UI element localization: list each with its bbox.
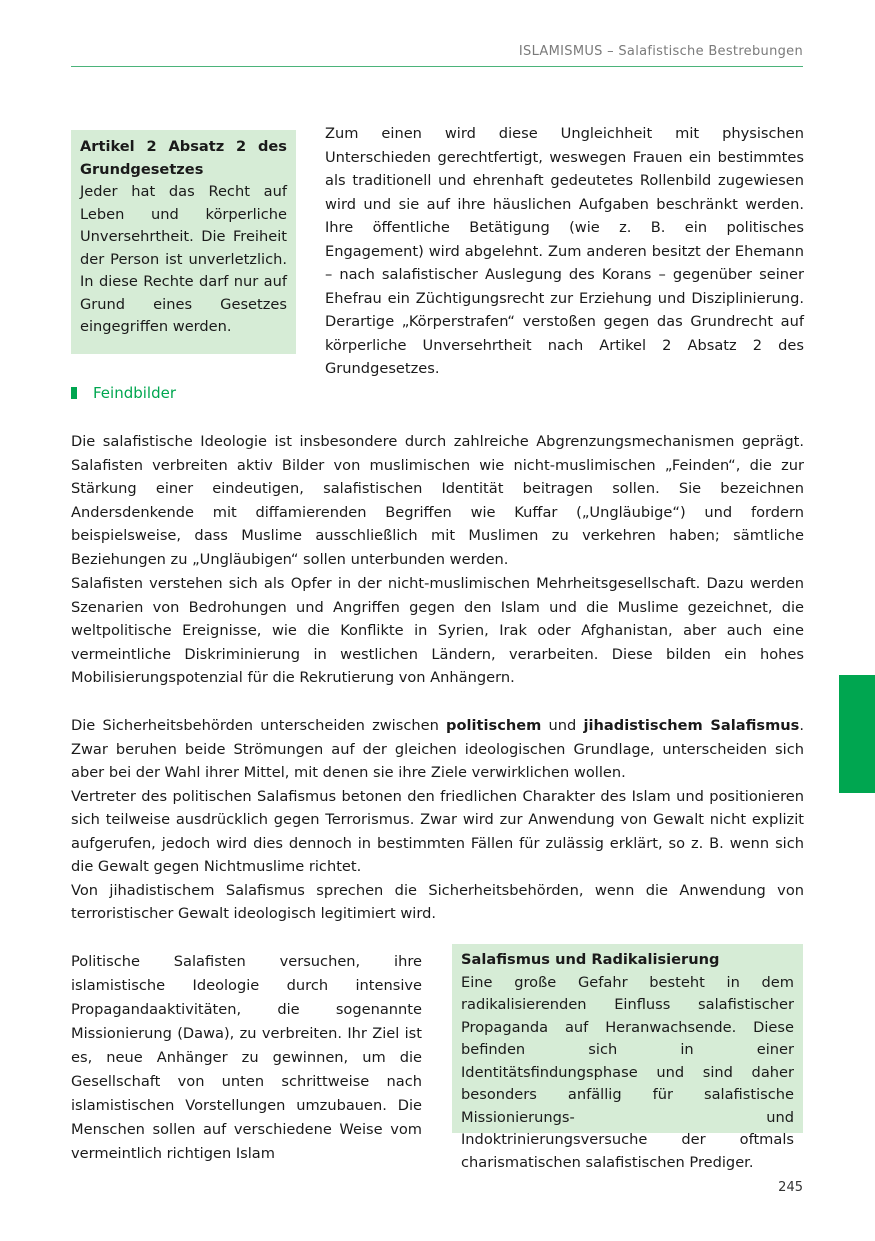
- section-bullet-marker: [71, 387, 77, 399]
- term-jihadist-salafism: jihadistischem Salafismus: [583, 717, 800, 734]
- paragraph-3-mid: und: [541, 717, 584, 734]
- intro-paragraph: Zum einen wird diese Ungleichheit mit physischen Unterschieden gerechtfertigt, weswegen Frauen ein bestimmtes als traditionell und ehrenhaft gedeutetes Rollenbild zugewiesen wird und sie auf ihre häuslichen Aufgaben beschränkt werden. Ihre öffentliche Betätigung (wie z. B. ein politisches Engagement) wird abgelehnt. Zum anderen besitzt der Ehemann – nach salafistischer Auslegung des Korans – gegenüber seiner Ehefrau ein Züchtigungsrecht zur Erziehung und Disziplinierung. Derartige „Körperstrafen“ verstoßen gegen das Grundrecht auf körperliche Unversehrtheit nach Artikel 2 Absatz 2 des Grundgesetzes.: [325, 125, 804, 377]
- header-separator: –: [602, 44, 619, 59]
- paragraph-1: Die salafistische Ideologie ist insbesondere durch zahlreiche Abgrenzungsmechanismen geprägt. Salafisten verbreiten aktiv Bilder von muslimischen wie nicht-muslimischen „Feinden“, die zur Stärkung einer eindeutigen, salafistischen Identität beitragen sollen. Sie bezeichnen Andersdenkende mit diffamierenden Begriffen wie Kuffar („Ungläubige“) und fordern beispielsweise, dass Muslime ausschließlich mit Muslimen zu verkehren haben; sämtliche Beziehungen zu „Ungläubigen“ sollen unterbunden werden.: [71, 433, 804, 568]
- info-box-body: Jeder hat das Recht auf Leben und körperliche Unversehrtheit. Die Freiheit der Person ist unverletzlich. In diese Rechte darf nur auf Grund eines Gesetzes eingegriffen werden.: [80, 183, 287, 335]
- running-header: [519, 44, 803, 59]
- section-heading-feindbilder: [71, 384, 176, 402]
- paragraph-5: Von jihadistischem Salafismus sprechen die Sicherheitsbehörden, wenn die Anwendung von terroristischer Gewalt ideologisch legitimiert wird.: [71, 881, 804, 922]
- paragraph-3-to-5: [71, 714, 804, 926]
- page-number: 245: [778, 1180, 803, 1195]
- paragraph-3: [71, 714, 804, 785]
- chapter-side-tab: [839, 675, 875, 793]
- info-box-title: Salafismus und Radikalisierung: [461, 951, 720, 968]
- info-box-grundgesetz: [71, 130, 296, 354]
- paragraph-3-suffix: . Zwar beruhen beide Strömungen auf der gleichen ideologischen Grundlage, unterscheiden sich aber bei der Wahl ihrer Mittel, mit denen sie ihre Ziele verwirklichen wollen.: [71, 717, 805, 781]
- section-heading-text: Feindbilder: [93, 384, 177, 402]
- paragraph-3-prefix: Die Sicherheitsbehörden unterscheiden zwischen: [71, 717, 447, 734]
- info-box-title: Artikel 2 Absatz 2 des Grundgesetzes: [80, 138, 287, 178]
- header-section: ISLAMISMUS: [518, 44, 603, 59]
- term-political-salafism: politischem: [446, 717, 542, 734]
- info-box-body: Eine große Gefahr besteht in dem radikalisierenden Einfluss salafistischer Propaganda auf Heranwachsende. Diese befinden sich in einer Identitätsfindungsphase und sind daher besonders anfällig für salafistische Missionierungs- und Indoktrinierungsversuche der oftmals charismatischen salafistischen Prediger.: [461, 973, 794, 1171]
- paragraph-2: Salafisten verstehen sich als Opfer in der nicht-muslimischen Mehrheitsgesellschaft. Dazu werden Szenarien von Bedrohungen und Angriffen gegen den Islam und die Muslime gezeichnet, die weltpolitische Ereignisse, wie die Konflikte in Syrien, Irak oder Afghanistan, aber auch eine vermeintliche Diskriminierung in westlichen Ländern, verarbeiten. Diese bilden ein hohes Mobilisierungspotenzial für die Rekrutierung von Anhängern.: [71, 575, 804, 686]
- header-rule: [71, 66, 803, 67]
- info-box-radikalisierung: [452, 944, 803, 1171]
- paragraph-4: Vertreter des politischen Salafismus betonen den friedlichen Charakter des Islam und positionieren sich teilweise ausdrücklich gegen Terrorismus. Zwar wird zur Anwendung von Gewalt nicht explizit aufgerufen, jedoch wird dies dennoch in bestimmten Fällen für zulässig erklärt, so z. B. wenn sich die Gewalt gegen Nichtmuslime richtet.: [71, 787, 804, 875]
- header-subtitle: Salafistische Bestrebungen: [618, 44, 803, 59]
- paragraph-6: Politische Salafisten versuchen, ihre islamistische Ideologie durch intensive Propagandaaktivitäten, die sogenannte Missionierung (Dawa), zu verbreiten. Ihr Ziel ist es, neue Anhänger zu gewinnen, um die Gesellschaft von unten schrittweise nach islamistischen Vorstellungen umzubauen. Die Menschen sollen auf verschiedene Weise vom vermeintlich richtigen Islam: [71, 953, 422, 1162]
